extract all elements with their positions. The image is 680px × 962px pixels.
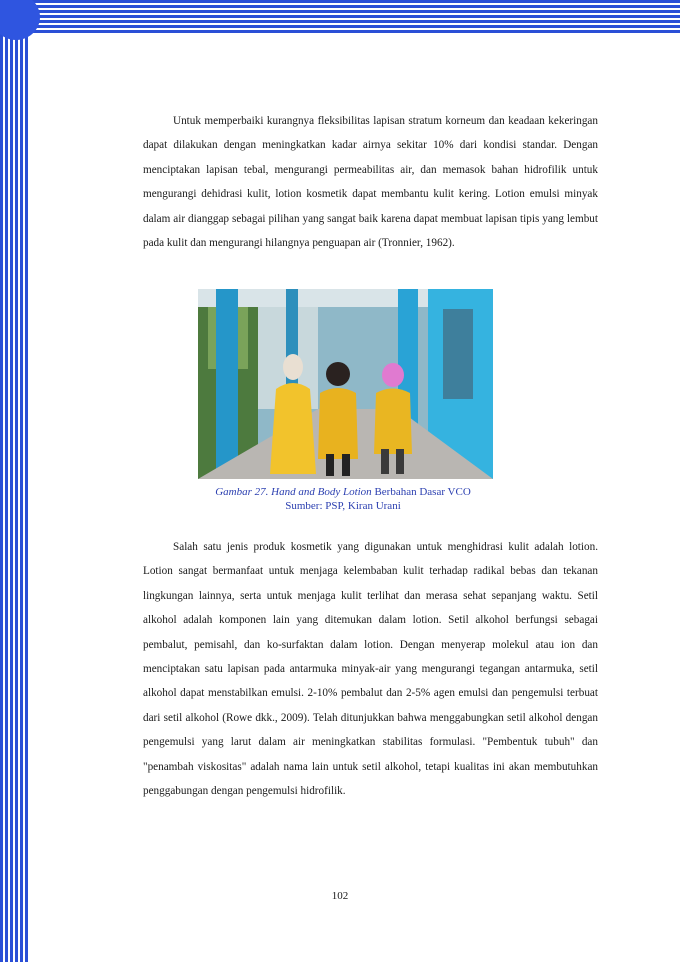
figure-caption	[143, 485, 543, 513]
caption-text: Berbahan Dasar VCO	[371, 486, 471, 498]
page-number: 102	[331, 890, 349, 902]
figure-photo	[198, 289, 493, 479]
caption-label: Gambar 27. Hand and Body Lotion	[215, 486, 372, 498]
figure-source: Sumber: PSP, Kiran Urani	[285, 500, 401, 512]
top-border-decoration	[0, 0, 680, 34]
corner-ornament	[0, 0, 40, 40]
body-paragraph-1: Untuk memperbaiki kurangnya fleksibilitas lapisan stratum korneum dan keadaan kekeringan dapat dilakukan dengan meningkatkan kadar airnya sekitar 10% dari kondisi standar. Dengan menciptakan lapisan tebal, mengurangi permeabilitas air, dan memasok bahan hidrofilik untuk mengurangi dehidrasi kulit, lotion kosmetik dapat membantu kulit kering. Lotion emulsi minyak dalam air dianggap sebagai pilihan yang sangat baik karena dapat membuat lapisan tipis yang lembut pada kulit dan mengurangi hilangnya penguapan air (Tronnier, 1962).	[143, 115, 598, 250]
left-border-decoration	[0, 0, 30, 962]
body-paragraph-2: Salah satu jenis produk kosmetik yang digunakan untuk menghidrasi kulit adalah lotion. Lotion sangat bermanfaat untuk menjaga kelembaban kulit terhadap radikal bebas dan tekanan lingkungan lainnya, serta untuk menjaga kulit terlihat dan merasa sehat sepanjang waktu. Setil alkohol adalah komponen lain yang ditemukan dalam lotion. Setil alkohol berfungsi sebagai pembalut, pemisahl, dan ko-surfaktan dalam lotion. Dengan menyerap molekul atau ion dan menciptakan satu lapisan pada antarmuka minyak-air yang mengurangi tegangan antarmuka, setil alkohol dapat menstabilkan emulsi. 2-10% pembalut dan 2-5% agen emulsi dan pengemulsi terbuat dari setil alkohol (Rowe dkk., 2009). Telah ditunjukkan bahwa menggabungkan setil alkohol dengan pengemulsi yang larut dalam air meningkatkan stabilitas formulasi. "Pembentuk tubuh" dan "penambah viskositas" adalah nama lain untuk setil alkohol, tetapi kualitas ini akan membutuhkan penggabungan dengan pengemulsi hidrofilik.	[143, 541, 598, 798]
